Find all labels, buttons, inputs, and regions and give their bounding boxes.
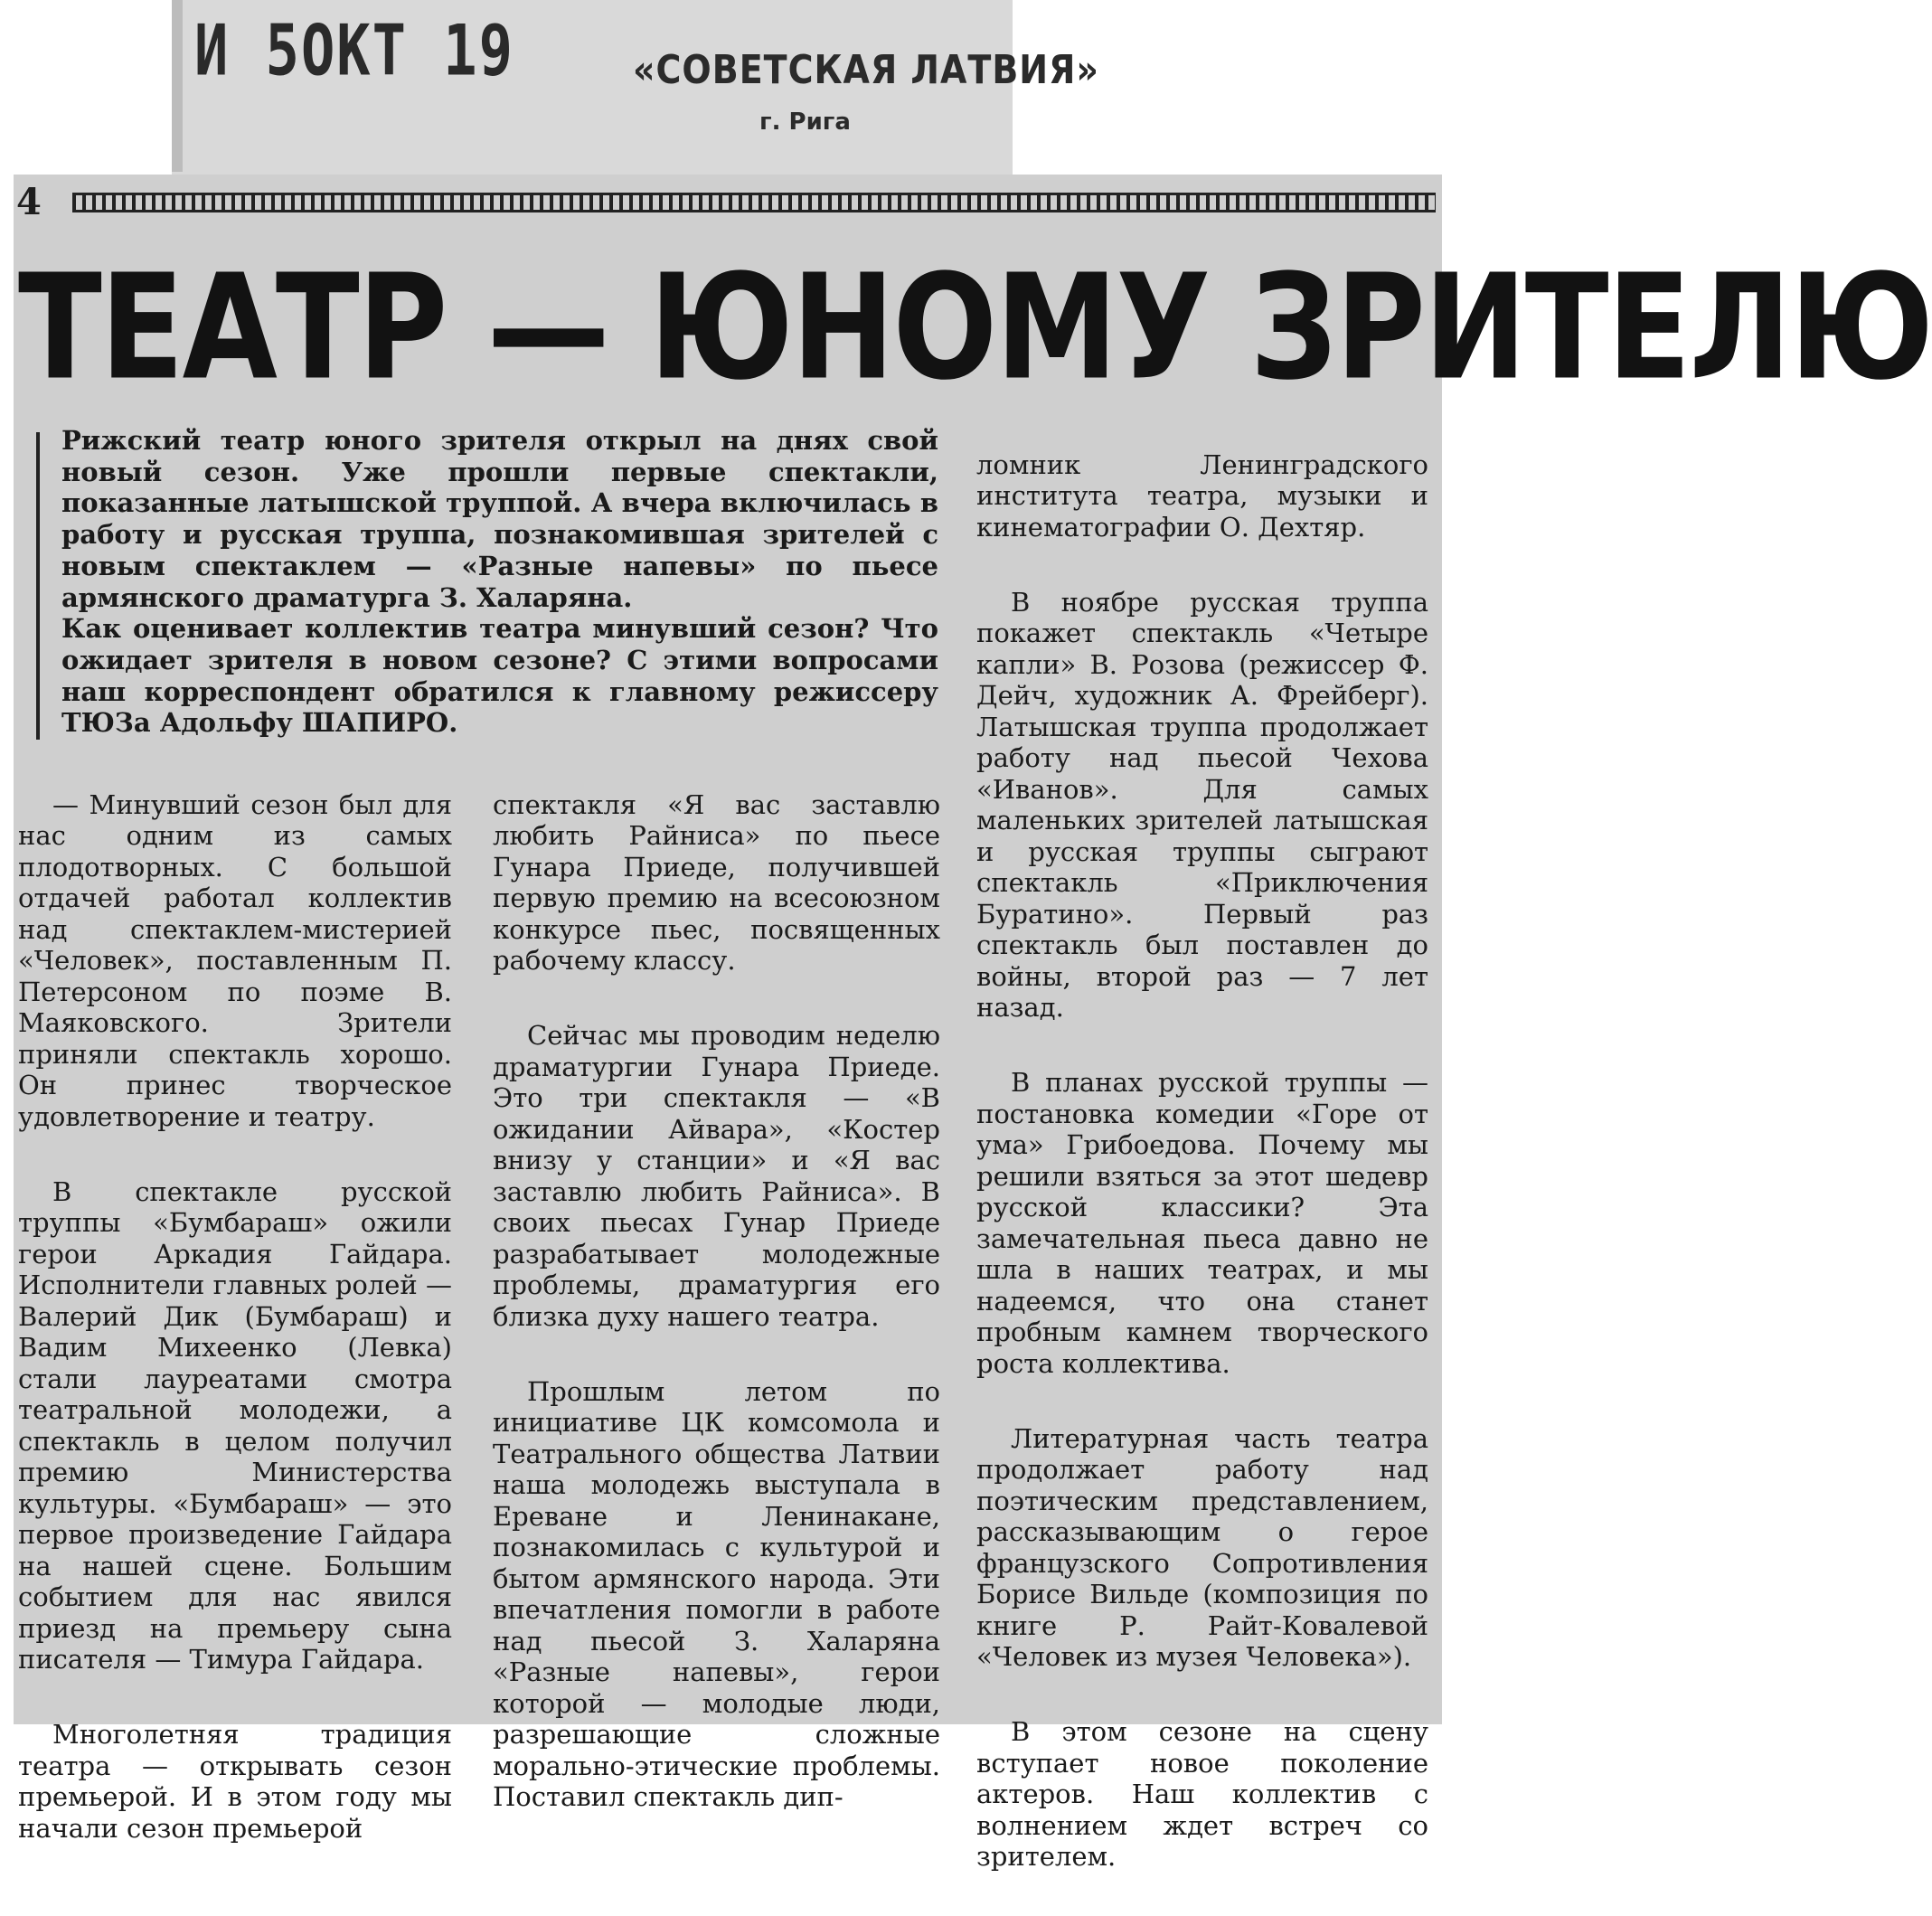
paragraph: Многолетняя традиция театра — открывать сезон премьерой. И в этом году мы начали сезон премьерой <box>18 1719 452 1844</box>
newspaper-city: г. Рига <box>759 109 851 136</box>
paragraph: В спектакле русской труппы «Бумбараш» ожили герои Аркадия Гайдара. Исполнители главных ролей — Валерий Дик (Бумбараш) и Вадим Михеенко (Левка) стали лауреатами смотра театральной молодежи, а спектакль в целом получил премию Министерства культуры. «Бумбараш» — это первое произведение Гайдара на нашей сцене. Большим событием для нас явился приезд на премьеру сына писателя — Тимура Гайдара. <box>18 1175 452 1675</box>
article-column-2 <box>493 758 940 1856</box>
decorative-rule <box>72 193 1436 212</box>
article-headline: ТЕАТР — ЮНОМУ ЗРИТЕЛЮ <box>18 244 1932 413</box>
newspaper-name: «СОВЕТСКАЯ ЛАТВИЯ» <box>633 46 1099 93</box>
page-number: 4 <box>16 181 42 223</box>
article-column-1 <box>18 758 452 1888</box>
clipping-edge <box>172 0 183 172</box>
date-stamp: И 5ОКТ 19 <box>194 9 514 92</box>
paragraph: ломник Ленинградского института театра, музыки и кинематографии О. Дехтяр. <box>976 448 1428 543</box>
lead-marker <box>36 432 40 740</box>
paragraph: спектакля «Я вас заставлю любить Райниса» по пьесе Гунара Приеде, получившей первую премию на всесоюзном конкурсе пьес, посвященных рабочему классу. <box>493 788 940 976</box>
paragraph: — Минувший сезон был для нас одним из самых плодотворных. С большой отдачей работал коллектив над спектаклем-мистерией «Человек», поставленным П. Петерсоном по поэме В. Маяковского. Зрители приняли спектакль хорошо. Он принес творческое удовлетворение и театру. <box>18 788 452 1132</box>
article-lead: Рижский театр юного зрителя открыл на днях свой новый сезон. Уже прошли первые спектакли, показанные латышской труппой. А вчера включилась в работу и русская труппа, познакомившая зрителей с новым спектаклем — «Разные напевы» по пьесе армянского драматурга З. Халаряна. Как оценивает коллектив театра минувший сезон? Что ожидает зрителя в новом сезоне? С этими вопросами наш корреспондент обратился к главному режиссеру ТЮЗа Адольфу ШАПИРО. <box>61 425 938 739</box>
paragraph: В планах русской труппы — постановка комедии «Горе от ума» Грибоедова. Почему мы решили взяться за этот шедевр русской классики? Эта замечательная пьеса давно не шла в наших театрах, и мы надеемся, что она станет пробным камнем творческого роста коллектива. <box>976 1067 1428 1379</box>
paragraph: В этом сезоне на сцену вступает новое поколение актеров. Наш коллектив с волнением ждет встреч со зрителем. <box>976 1716 1428 1872</box>
paragraph: Прошлым летом по инициативе ЦК комсомола и Театрального общества Латвии наша молодежь выступала в Ереване и Ленинакане, познакомилась с культурой и бытом армянского народа. Эти впечатления помогли в работе над пьесой З. Халаряна «Разные напевы», герои которой — молодые люди, разрешающие сложные морально-этические проблемы. Поставил спектакль дип- <box>493 1375 940 1812</box>
paragraph: Сейчас мы проводим неделю драматургии Гунара Приеде. Это три спектакля — «В ожидании Айвара», «Костер внизу у станции» и «Я вас заставлю любить Райниса». В своих пьесах Гунар Приеде разрабатывает молодежные проблемы, драматургия его близка духу нашего театра. <box>493 1020 940 1332</box>
paragraph: Литературная часть театра продолжает работу над поэтическим представлением, рассказывающим о герое французского Сопротивления Борисе Вильде (композиция по книге Р. Райт-Ковалевой «Человек из музея Человека»). <box>976 1422 1428 1672</box>
paragraph: В ноябре русская труппа покажет спектакль «Четыре капли» В. Розова (режиссер Ф. Дейч, художник А. Фрейберг). Латышская труппа продолжает работу над пьесой Чехова «Иванов». Для самых маленьких зрителей латышская и русская труппы сыграют спектакль «Приключения Буратино». Первый раз спектакль был поставлен до войны, второй раз — 7 лет назад. <box>976 586 1428 1023</box>
article-column-3 <box>976 418 1428 1916</box>
